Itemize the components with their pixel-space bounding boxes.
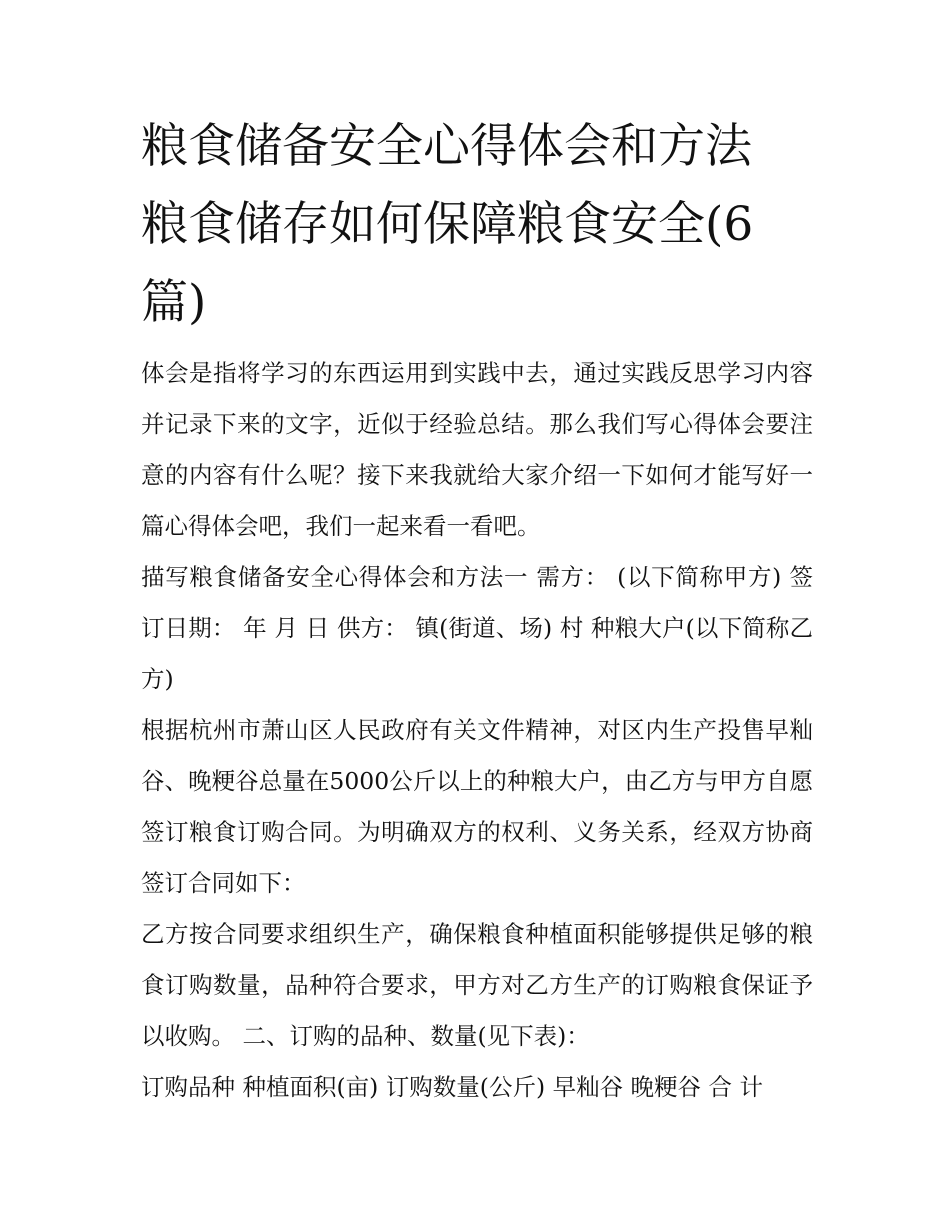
paragraph-contract-basis: 根据杭州市萧山区人民政府有关文件精神，对区内生产投售早籼谷、晚粳谷总量在5000公斤以上的种粮大户，由乙方与甲方自愿签订粮食订购合同。为明确双方的权利、义务关系，经双方协商签订合同如下： [141,716,813,897]
paragraph-table-header: 订购品种 种植面积(亩) 订购数量(公斤) 早籼谷 晚粳谷 合 计 [141,1073,763,1101]
document-body [141,108,813,1113]
document-title: 粮食储备安全心得体会和方法 粮食储存如何保障粮食安全(6篇) [141,119,754,330]
paragraph-intro: 体会是指将学习的东西运用到实践中去，通过实践反思学习内容并记录下来的文字，近似于经验总结。那么我们写心得体会要注意的内容有什么呢？接下来我就给大家介绍一下如何才能写好一篇心得体会吧，我们一起来看一看吧。 [141,359,813,540]
paragraph-obligations: 乙方按合同要求组织生产，确保粮食种植面积能够提供足够的粮食订购数量，品种符合要求，甲方对乙方生产的订购粮食保证予以收购。 二、订购的品种、数量(见下表)： [141,920,813,1050]
paragraph-contract-parties: 描写粮食储备安全心得体会和方法一 需方： (以下简称甲方) 签订日期： 年 月 日 供方： 镇(街道、场) 村 种粮大户(以下简称乙方) [141,563,813,693]
